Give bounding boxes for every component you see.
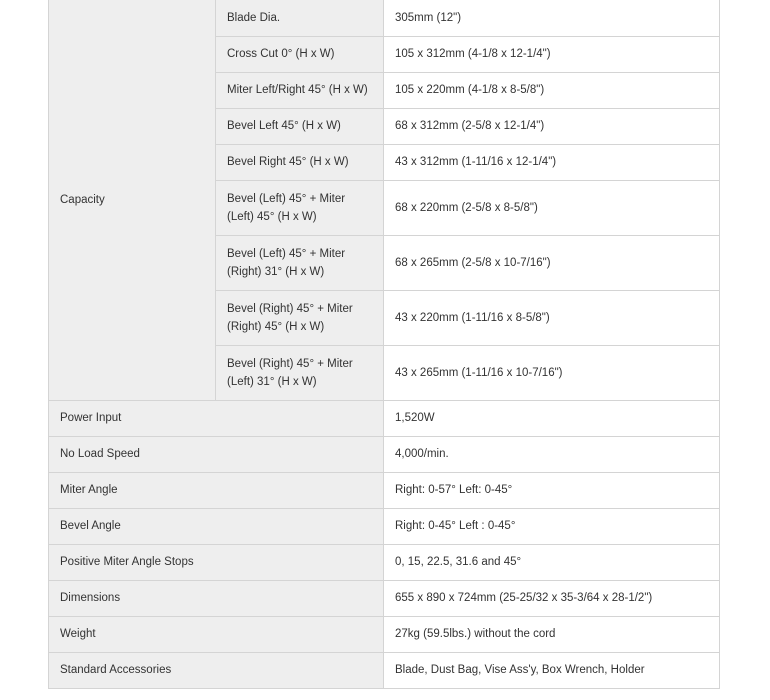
- spec-label-dimensions: Dimensions: [49, 580, 384, 616]
- spec-value-standard-accessories: Blade, Dust Bag, Vise Ass'y, Box Wrench, Holder: [384, 652, 720, 688]
- capacity-value: 43 x 220mm (1-11/16 x 8-5/8"): [384, 290, 720, 345]
- capacity-sub-label: Bevel Right 45° (H x W): [216, 144, 384, 180]
- capacity-value: 68 x 220mm (2-5/8 x 8-5/8"): [384, 180, 720, 235]
- capacity-value: 68 x 312mm (2-5/8 x 12-1/4"): [384, 108, 720, 144]
- spec-value-weight: 27kg (59.5lbs.) without the cord: [384, 616, 720, 652]
- capacity-sub-label: Bevel (Right) 45° + Miter (Left) 31° (H x W): [216, 345, 384, 400]
- capacity-sub-label: Miter Left/Right 45° (H x W): [216, 72, 384, 108]
- spec-label-positive-miter-angle-stops: Positive Miter Angle Stops: [49, 544, 384, 580]
- table-row: [49, 616, 720, 652]
- table-row: [49, 400, 720, 436]
- table-row: [49, 544, 720, 580]
- spec-value-dimensions: 655 x 890 x 724mm (25-25/32 x 35-3/64 x 28-1/2"): [384, 580, 720, 616]
- spec-value-bevel-angle: Right: 0-45° Left : 0-45°: [384, 508, 720, 544]
- capacity-value: 305mm (12"): [384, 0, 720, 36]
- table-row: [49, 580, 720, 616]
- capacity-value: 43 x 312mm (1-11/16 x 12-1/4"): [384, 144, 720, 180]
- spec-label-no-load-speed: No Load Speed: [49, 436, 384, 472]
- capacity-sub-label: Bevel (Right) 45° + Miter (Right) 45° (H x W): [216, 290, 384, 345]
- table-row: [49, 436, 720, 472]
- capacity-value: 105 x 220mm (4-1/8 x 8-5/8"): [384, 72, 720, 108]
- spec-value-miter-angle: Right: 0-57° Left: 0-45°: [384, 472, 720, 508]
- spec-label-weight: Weight: [49, 616, 384, 652]
- table-row: [49, 0, 720, 36]
- table-row: [49, 652, 720, 688]
- capacity-value: 105 x 312mm (4-1/8 x 12-1/4"): [384, 36, 720, 72]
- capacity-value: 43 x 265mm (1-11/16 x 10-7/16"): [384, 345, 720, 400]
- capacity-sub-label: Cross Cut 0° (H x W): [216, 36, 384, 72]
- table-row: [49, 472, 720, 508]
- spec-label-bevel-angle: Bevel Angle: [49, 508, 384, 544]
- spec-label-miter-angle: Miter Angle: [49, 472, 384, 508]
- spec-value-positive-miter-angle-stops: 0, 15, 22.5, 31.6 and 45°: [384, 544, 720, 580]
- spec-label-power-input: Power Input: [49, 400, 384, 436]
- spec-value-power-input: 1,520W: [384, 400, 720, 436]
- capacity-value: 68 x 265mm (2-5/8 x 10-7/16"): [384, 235, 720, 290]
- specifications-table: [48, 0, 720, 689]
- capacity-sub-label: Bevel (Left) 45° + Miter (Left) 45° (H x W): [216, 180, 384, 235]
- table-row: [49, 508, 720, 544]
- capacity-sub-label: Blade Dia.: [216, 0, 384, 36]
- spec-label-standard-accessories: Standard Accessories: [49, 652, 384, 688]
- capacity-sub-label: Bevel (Left) 45° + Miter (Right) 31° (H x W): [216, 235, 384, 290]
- spec-value-no-load-speed: 4,000/min.: [384, 436, 720, 472]
- capacity-sub-label: Bevel Left 45° (H x W): [216, 108, 384, 144]
- capacity-label: Capacity: [49, 0, 216, 400]
